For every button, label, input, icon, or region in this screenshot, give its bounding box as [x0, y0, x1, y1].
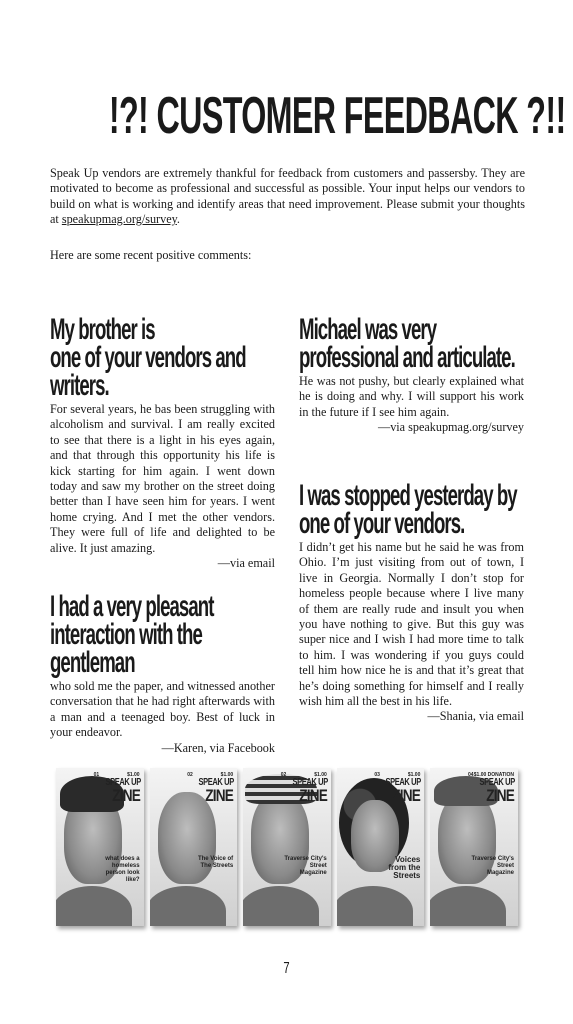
cover-zine: ZINE [486, 786, 514, 805]
cover-speak-up: SPEAK UP [479, 777, 515, 788]
page-number: 7 [283, 960, 290, 977]
comment-signature: —via email [217, 556, 275, 571]
comment-signature: —Karen, via Facebook [161, 740, 275, 755]
page-title: !?! CUSTOMER FEEDBACK ?!! [108, 87, 566, 145]
cover-masthead [281, 772, 327, 803]
comment-heading: I had a very pleasant interaction with the gentleman [50, 590, 214, 679]
portrait-photo [158, 792, 216, 884]
comment-body: He was not pushy, but clearly explained what he is doing and why. I will support his work in the future if I see him again. [299, 374, 524, 419]
magazine-cover [243, 768, 331, 926]
cover-zine: ZINE [392, 786, 421, 805]
magazine-cover [56, 768, 144, 926]
cover-price: $1.00 [407, 772, 421, 778]
comment-3 [299, 313, 524, 436]
cover-masthead [187, 772, 233, 803]
cover-zine: ZINE [298, 786, 327, 805]
intro-text: Speak Up vendors are extremely thankful for feedback from customers and passersby. They are motivated to become as professional and successful as possible. Your input helps our vendors to build on what is working and identify areas that need improvement. Please submit your thoughts at [50, 166, 525, 226]
cover-issue: 02 [187, 772, 193, 778]
cover-price: $1.00 [220, 772, 234, 778]
comment-body: For several years, he bas been struggling with alcoholism and survival. I am really excited to see that there is a light in his eyes again, and that through this opportunity his life is kick starting for him again. I went down today and saw my brother on the street doing better than I have seen him for years. I went home crying. And I met the other vendors. They were full of life and delighted to be alive. It just amazing. [50, 402, 275, 555]
intro-end: . [176, 211, 180, 226]
cover-tagline: Traverse City's Street Magazine [471, 856, 514, 876]
intro-paragraph [50, 166, 525, 227]
survey-link[interactable]: speakupmag.org/survey [61, 211, 177, 226]
cover-tagline: what does a homeless person look like? [105, 856, 140, 883]
cover-price: $1.00 DONATION [473, 772, 514, 778]
comment-2 [50, 590, 275, 756]
cover-masthead [374, 772, 420, 803]
cover-masthead [468, 772, 514, 803]
magazine-cover [430, 768, 518, 926]
cover-tagline: Traverse City's Street Magazine [284, 856, 327, 876]
comment-signature: —Shania, via email [427, 709, 524, 724]
comment-heading: I was stopped yesterday by one of your vendors. [299, 479, 517, 540]
cover-issue: 03 [374, 772, 380, 778]
cover-issue: 02 [280, 772, 287, 778]
cover-tagline: The Voice of The Streets [197, 856, 234, 869]
comment-body: I didn’t get his name but he said he was from Ohio. I’m just visiting from out of town, I live in Georgia. Normally I don’t stop for homeless people because where I live many of them are really rude and insult you when you have nothing to give. But this guy was super nice and I wish I had more time to talk to him. I was wondering if you guys could tell him how nice he is and that it’s great that he’s doing something for himself and I really wish him all the best in his life. [299, 540, 524, 709]
cover-speak-up: SPEAK UP [105, 777, 141, 788]
cover-price: $1.00 [314, 772, 327, 778]
cover-speak-up: SPEAK UP [385, 777, 422, 788]
cover-issue: 04 [467, 772, 474, 778]
comment-body: who sold me the paper, and witnessed another conversation that he had right afterwards with a man and a teenaged boy. Best of luck in your endeavor. [50, 679, 275, 740]
comment-heading: Michael was very professional and articulate. [299, 313, 515, 374]
magazine-cover [150, 768, 238, 926]
cover-issue: 01 [93, 772, 100, 778]
cover-speak-up: SPEAK UP [292, 777, 328, 788]
magazine-covers [56, 768, 518, 928]
cover-tagline: Voices from the Streets [388, 855, 421, 880]
comment-1 [50, 313, 275, 571]
magazine-cover [337, 768, 425, 926]
cover-zine: ZINE [111, 786, 140, 805]
recent-comments-label: Here are some recent positive comments: [50, 248, 252, 262]
comment-4 [299, 479, 524, 725]
cover-masthead [94, 772, 140, 803]
comment-heading: My brother is one of your vendors and writers. [50, 313, 246, 402]
cover-speak-up: SPEAK UP [198, 777, 235, 788]
cover-price: $1.00 [127, 772, 140, 778]
cover-zine: ZINE [205, 786, 234, 805]
comment-signature: —via speakupmag.org/survey [378, 420, 524, 435]
